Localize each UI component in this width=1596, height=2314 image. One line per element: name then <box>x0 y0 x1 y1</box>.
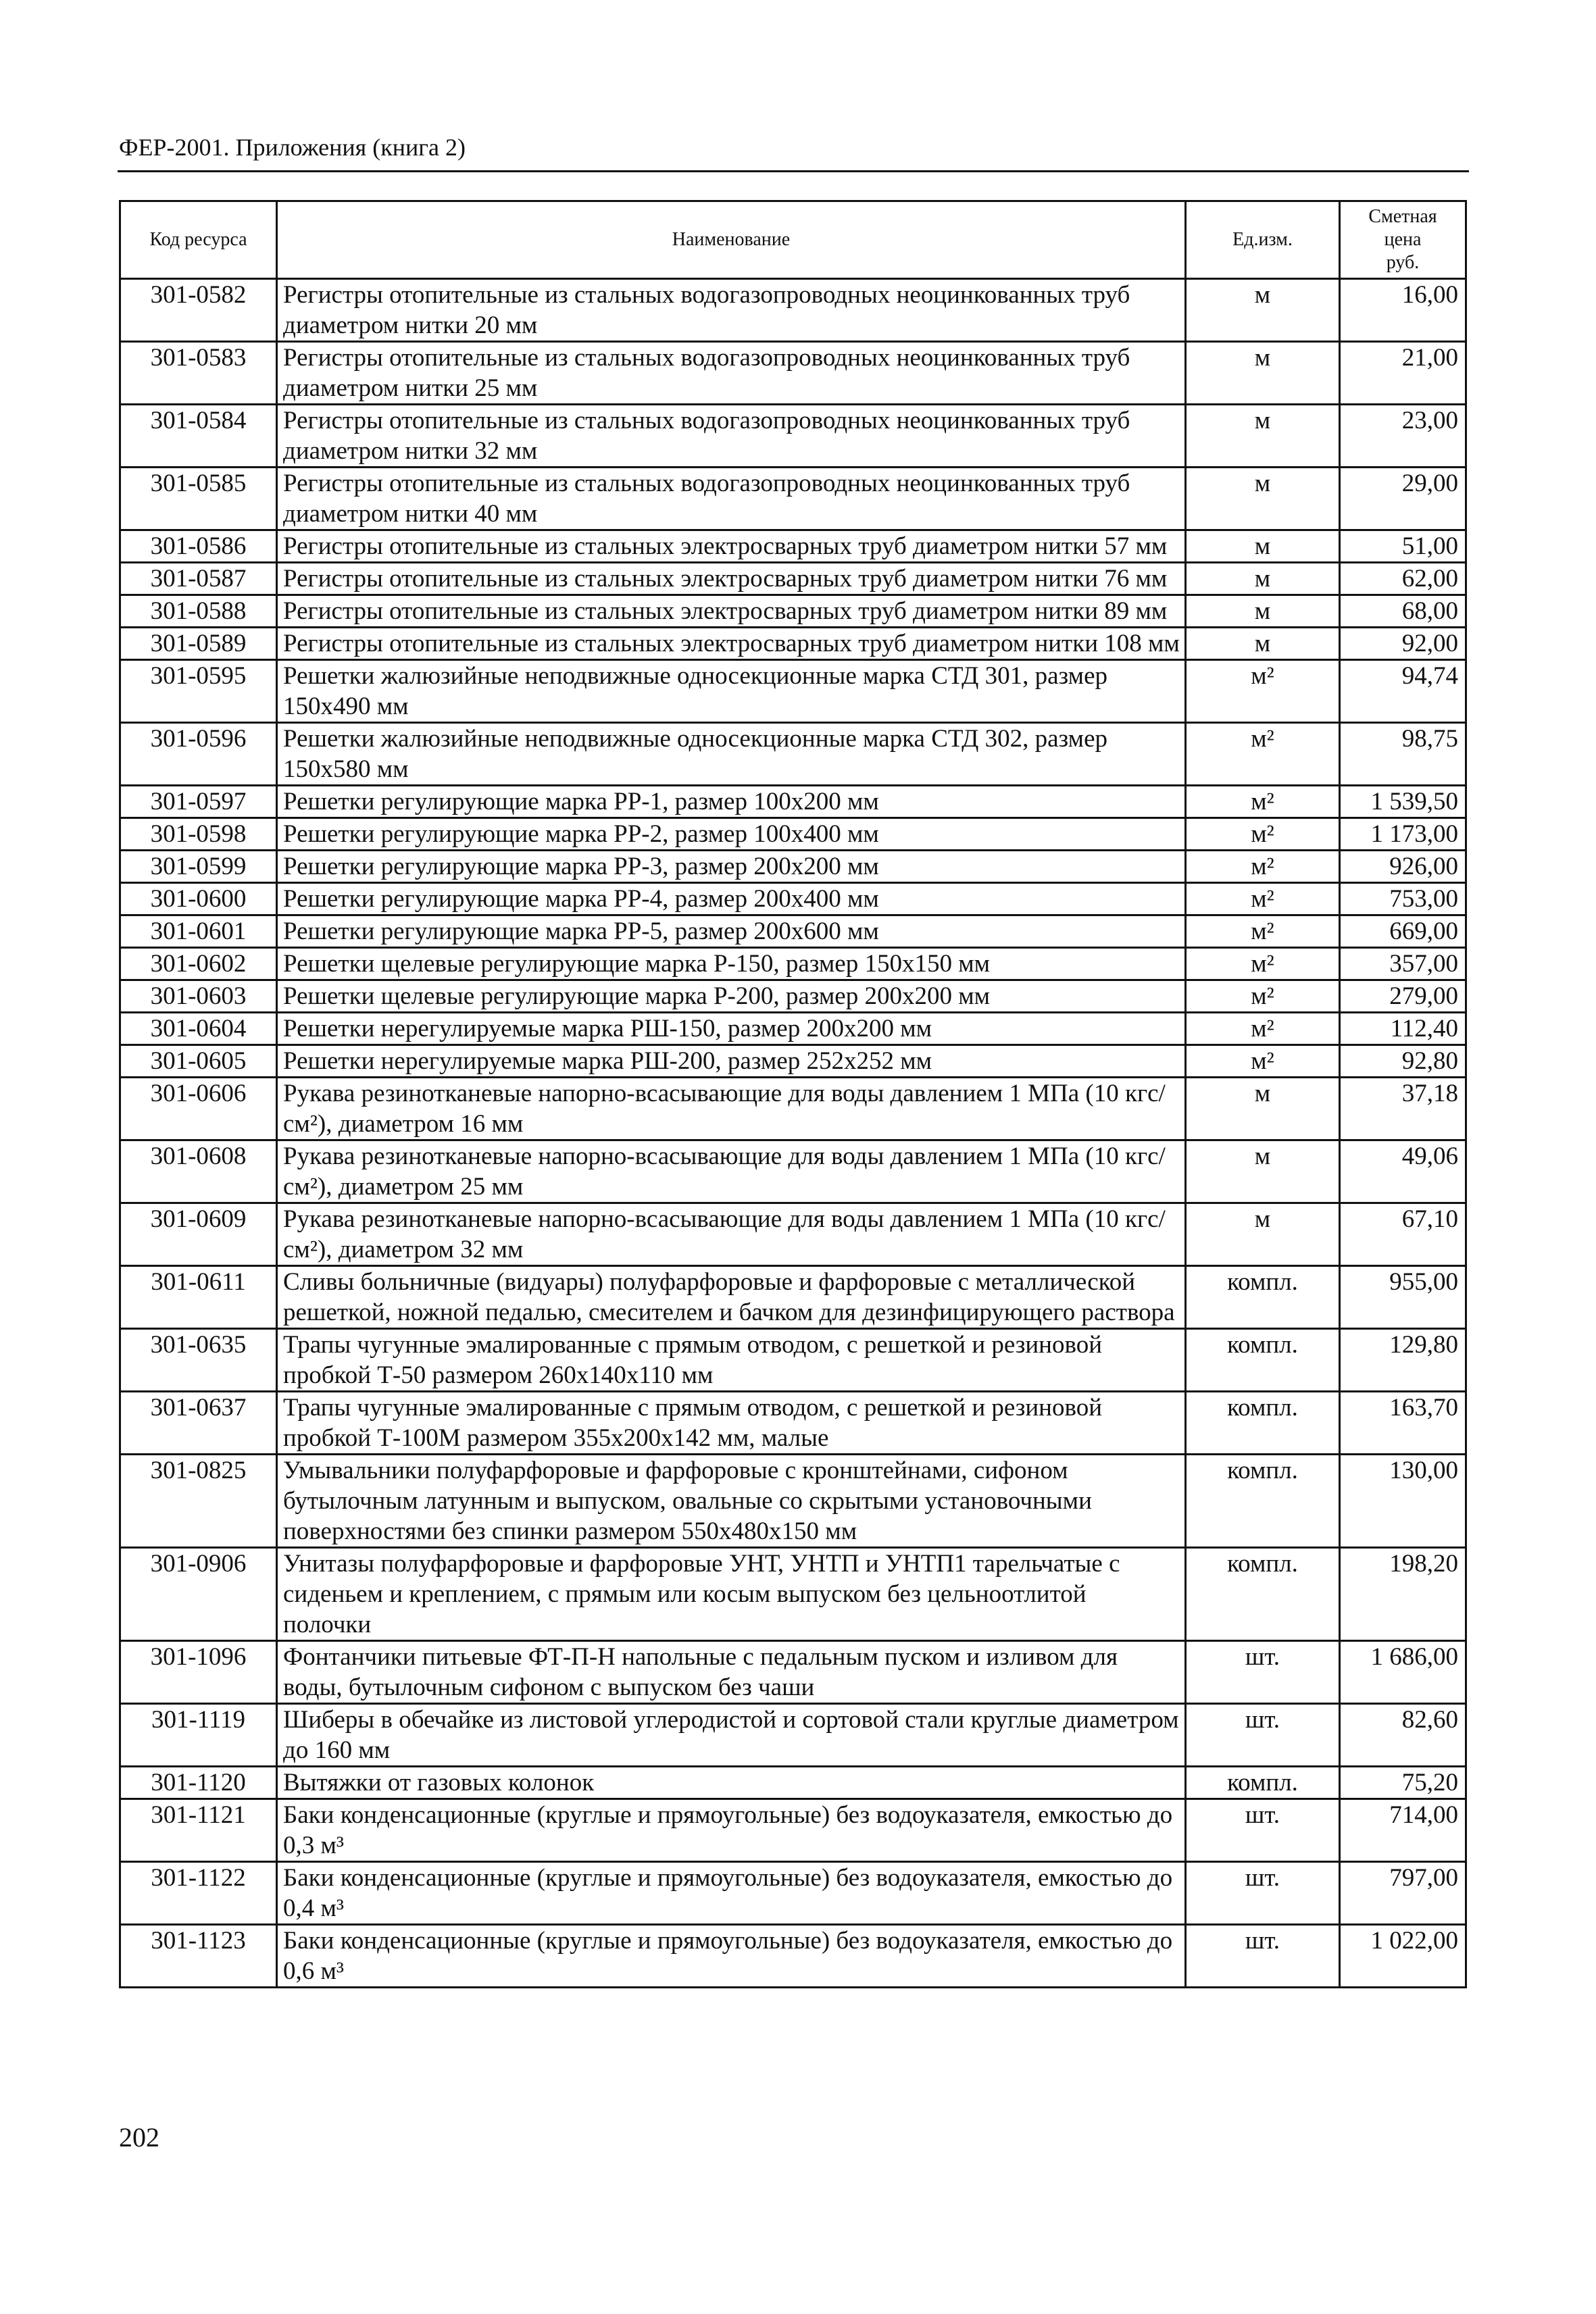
cell-price: 92,00 <box>1340 628 1466 660</box>
cell-unit: компл. <box>1186 1455 1340 1548</box>
table-row <box>120 851 1466 883</box>
table-row <box>120 1266 1466 1329</box>
cell-name: Умывальники полуфарфоровые и фарфоровые с кронштейнами, сифоном бутылочным латунным и выпуском, овальные со скрытыми установочными поверхностями без спинки размером 550х480х150 мм <box>277 1455 1186 1548</box>
cell-price: 16,00 <box>1340 279 1466 342</box>
column-header-price-line2: цена <box>1384 229 1422 250</box>
cell-code: 301-0608 <box>120 1140 277 1203</box>
cell-name: Решетки регулирующие марка РР-3, размер 200х200 мм <box>277 851 1186 883</box>
table-row <box>120 723 1466 786</box>
table-row <box>120 915 1466 948</box>
cell-price: 51,00 <box>1340 530 1466 563</box>
table-row <box>120 468 1466 530</box>
cell-unit: м² <box>1186 948 1340 980</box>
cell-name: Решетки нерегулируемые марка РШ-150, размер 200х200 мм <box>277 1013 1186 1045</box>
cell-unit: компл. <box>1186 1392 1340 1455</box>
cell-name: Трапы чугунные эмалированные с прямым отводом, с решеткой и резиновой пробкой Т-100М размером 355х200х142 мм, малые <box>277 1392 1186 1455</box>
cell-name: Фонтанчики питьевые ФТ-П-Н напольные с педальным пуском и изливом для воды, бутылочным сифоном с выпуском без чаши <box>277 1641 1186 1704</box>
cell-name: Решетки щелевые регулирующие марка Р-150, размер 150х150 мм <box>277 948 1186 980</box>
cell-unit: м² <box>1186 883 1340 915</box>
table-row <box>120 1140 1466 1203</box>
cell-name: Баки конденсационные (круглые и прямоугольные) без водоуказателя, емкостью до 0,4 м³ <box>277 1862 1186 1925</box>
cell-code: 301-0603 <box>120 980 277 1013</box>
cell-unit: м <box>1186 1078 1340 1140</box>
cell-price: 955,00 <box>1340 1266 1466 1329</box>
cell-price: 1 686,00 <box>1340 1641 1466 1704</box>
cell-name: Решетки жалюзийные неподвижные односекционные марка СТД 302, размер 150х580 мм <box>277 723 1186 786</box>
cell-code: 301-0605 <box>120 1045 277 1078</box>
cell-unit: м <box>1186 279 1340 342</box>
cell-unit: шт. <box>1186 1862 1340 1925</box>
cell-unit: м² <box>1186 915 1340 948</box>
cell-name: Регистры отопительные из стальных водогазопроводных неоцинкованных труб диаметром нитки 40 мм <box>277 468 1186 530</box>
table-row <box>120 1045 1466 1078</box>
cell-code: 301-0589 <box>120 628 277 660</box>
cell-price: 98,75 <box>1340 723 1466 786</box>
cell-price: 130,00 <box>1340 1455 1466 1548</box>
cell-price: 198,20 <box>1340 1548 1466 1641</box>
cell-code: 301-0583 <box>120 342 277 405</box>
table-row <box>120 980 1466 1013</box>
cell-name: Баки конденсационные (круглые и прямоугольные) без водоуказателя, емкостью до 0,3 м³ <box>277 1799 1186 1862</box>
cell-name: Регистры отопительные из стальных электросварных труб диаметром нитки 57 мм <box>277 530 1186 563</box>
cell-name: Вытяжки от газовых колонок <box>277 1767 1186 1799</box>
column-header-unit: Ед.изм. <box>1186 201 1340 279</box>
cell-name: Решетки щелевые регулирующие марка Р-200, размер 200х200 мм <box>277 980 1186 1013</box>
cell-code: 301-1123 <box>120 1925 277 1988</box>
cell-unit: м <box>1186 405 1340 468</box>
cell-code: 301-0609 <box>120 1203 277 1266</box>
cell-price: 62,00 <box>1340 563 1466 595</box>
cell-unit: шт. <box>1186 1704 1340 1767</box>
table-row <box>120 1203 1466 1266</box>
resource-price-table <box>119 200 1467 1988</box>
table-row <box>120 530 1466 563</box>
cell-name: Баки конденсационные (круглые и прямоугольные) без водоуказателя, емкостью до 0,6 м³ <box>277 1925 1186 1988</box>
cell-name: Решетки регулирующие марка РР-2, размер 100х400 мм <box>277 818 1186 851</box>
cell-unit: м² <box>1186 1045 1340 1078</box>
cell-unit: шт. <box>1186 1925 1340 1988</box>
cell-price: 29,00 <box>1340 468 1466 530</box>
cell-price: 68,00 <box>1340 595 1466 628</box>
cell-code: 301-0584 <box>120 405 277 468</box>
column-header-price-line1: Сметная <box>1368 206 1437 227</box>
cell-unit: шт. <box>1186 1641 1340 1704</box>
cell-unit: м² <box>1186 660 1340 723</box>
cell-name: Решетки регулирующие марка РР-1, размер 100х200 мм <box>277 786 1186 818</box>
cell-price: 67,10 <box>1340 1203 1466 1266</box>
cell-unit: м² <box>1186 786 1340 818</box>
table-row <box>120 1641 1466 1704</box>
cell-code: 301-0611 <box>120 1266 277 1329</box>
table-row <box>120 1455 1466 1548</box>
cell-name: Решетки жалюзийные неподвижные односекционные марка СТД 301, размер 150х490 мм <box>277 660 1186 723</box>
cell-code: 301-0604 <box>120 1013 277 1045</box>
table-row <box>120 1078 1466 1140</box>
cell-unit: м² <box>1186 980 1340 1013</box>
cell-name: Рукава резинотканевые напорно-всасывающие для воды давлением 1 МПа (10 кгс/см²), диаметром 16 мм <box>277 1078 1186 1140</box>
cell-price: 926,00 <box>1340 851 1466 883</box>
table-body <box>120 279 1466 1988</box>
cell-name: Регистры отопительные из стальных водогазопроводных неоцинкованных труб диаметром нитки 32 мм <box>277 405 1186 468</box>
cell-code: 301-0596 <box>120 723 277 786</box>
cell-unit: компл. <box>1186 1548 1340 1641</box>
table-row <box>120 1013 1466 1045</box>
cell-unit: шт. <box>1186 1799 1340 1862</box>
cell-price: 1 173,00 <box>1340 818 1466 851</box>
cell-price: 92,80 <box>1340 1045 1466 1078</box>
cell-unit: м <box>1186 468 1340 530</box>
cell-name: Решетки регулирующие марка РР-4, размер 200х400 мм <box>277 883 1186 915</box>
cell-unit: м² <box>1186 818 1340 851</box>
cell-name: Регистры отопительные из стальных электросварных труб диаметром нитки 76 мм <box>277 563 1186 595</box>
table-row <box>120 883 1466 915</box>
cell-price: 21,00 <box>1340 342 1466 405</box>
cell-price: 75,20 <box>1340 1767 1466 1799</box>
cell-code: 301-0599 <box>120 851 277 883</box>
cell-name: Рукава резинотканевые напорно-всасывающие для воды давлением 1 МПа (10 кгс/см²), диаметром 32 мм <box>277 1203 1186 1266</box>
cell-code: 301-0637 <box>120 1392 277 1455</box>
cell-price: 23,00 <box>1340 405 1466 468</box>
cell-price: 357,00 <box>1340 948 1466 980</box>
cell-price: 279,00 <box>1340 980 1466 1013</box>
table-header-row <box>120 201 1466 279</box>
table-row <box>120 1548 1466 1641</box>
table-row <box>120 595 1466 628</box>
cell-price: 163,70 <box>1340 1392 1466 1455</box>
table-row <box>120 628 1466 660</box>
cell-price: 669,00 <box>1340 915 1466 948</box>
cell-name: Сливы больничные (видуары) полуфарфоровые и фарфоровые с металлической решеткой, ножной педалью, смесителем и бачком для дезинфицирующего раствора <box>277 1266 1186 1329</box>
cell-unit: компл. <box>1186 1767 1340 1799</box>
cell-unit: м <box>1186 595 1340 628</box>
cell-unit: м <box>1186 628 1340 660</box>
table-row <box>120 786 1466 818</box>
column-header-name: Наименование <box>277 201 1186 279</box>
cell-unit: компл. <box>1186 1329 1340 1392</box>
column-header-price-line3: руб. <box>1386 252 1420 273</box>
cell-name: Унитазы полуфарфоровые и фарфоровые УНТ, УНТП и УНТП1 тарельчатые с сиденьем и креплением, с прямым или косым выпуском без цельноотлитой полочки <box>277 1548 1186 1641</box>
page-header-title: ФЕР-2001. Приложения (книга 2) <box>119 134 466 161</box>
cell-price: 1 022,00 <box>1340 1925 1466 1988</box>
cell-code: 301-1122 <box>120 1862 277 1925</box>
column-header-price <box>1340 201 1466 279</box>
cell-code: 301-1121 <box>120 1799 277 1862</box>
cell-name: Регистры отопительные из стальных водогазопроводных неоцинкованных труб диаметром нитки 20 мм <box>277 279 1186 342</box>
cell-price: 129,80 <box>1340 1329 1466 1392</box>
column-header-code: Код ресурса <box>120 201 277 279</box>
cell-code: 301-0586 <box>120 530 277 563</box>
cell-price: 714,00 <box>1340 1799 1466 1862</box>
table-row <box>120 1925 1466 1988</box>
cell-code: 301-1120 <box>120 1767 277 1799</box>
table-row <box>120 818 1466 851</box>
cell-code: 301-0587 <box>120 563 277 595</box>
cell-price: 753,00 <box>1340 883 1466 915</box>
cell-unit: м <box>1186 342 1340 405</box>
cell-name: Решетки нерегулируемые марка РШ-200, размер 252х252 мм <box>277 1045 1186 1078</box>
cell-code: 301-0602 <box>120 948 277 980</box>
cell-code: 301-0600 <box>120 883 277 915</box>
cell-code: 301-1096 <box>120 1641 277 1704</box>
cell-code: 301-0582 <box>120 279 277 342</box>
cell-unit: компл. <box>1186 1266 1340 1329</box>
table-row <box>120 660 1466 723</box>
table-row <box>120 563 1466 595</box>
cell-code: 301-0595 <box>120 660 277 723</box>
cell-price: 82,60 <box>1340 1704 1466 1767</box>
cell-name: Регистры отопительные из стальных водогазопроводных неоцинкованных труб диаметром нитки 25 мм <box>277 342 1186 405</box>
cell-price: 37,18 <box>1340 1078 1466 1140</box>
table-row <box>120 1704 1466 1767</box>
cell-code: 301-0601 <box>120 915 277 948</box>
cell-unit: м² <box>1186 1013 1340 1045</box>
table-row <box>120 1862 1466 1925</box>
cell-name: Шиберы в обечайке из листовой углеродистой и сортовой стали круглые диаметром до 160 мм <box>277 1704 1186 1767</box>
cell-name: Регистры отопительные из стальных электросварных труб диаметром нитки 108 мм <box>277 628 1186 660</box>
cell-code: 301-0906 <box>120 1548 277 1641</box>
cell-code: 301-0635 <box>120 1329 277 1392</box>
cell-code: 301-0598 <box>120 818 277 851</box>
header-rule <box>118 170 1469 172</box>
table-row <box>120 948 1466 980</box>
cell-code: 301-0588 <box>120 595 277 628</box>
table-row <box>120 342 1466 405</box>
cell-name: Трапы чугунные эмалированные с прямым отводом, с решеткой и резиновой пробкой Т-50 размером 260х140х110 мм <box>277 1329 1186 1392</box>
cell-code: 301-1119 <box>120 1704 277 1767</box>
cell-price: 49,06 <box>1340 1140 1466 1203</box>
table-row <box>120 1392 1466 1455</box>
cell-name: Решетки регулирующие марка РР-5, размер 200х600 мм <box>277 915 1186 948</box>
cell-unit: м <box>1186 1203 1340 1266</box>
cell-code: 301-0597 <box>120 786 277 818</box>
cell-code: 301-0825 <box>120 1455 277 1548</box>
cell-name: Регистры отопительные из стальных электросварных труб диаметром нитки 89 мм <box>277 595 1186 628</box>
cell-unit: м² <box>1186 851 1340 883</box>
table-row <box>120 1329 1466 1392</box>
table-row <box>120 1767 1466 1799</box>
cell-price: 797,00 <box>1340 1862 1466 1925</box>
cell-unit: м <box>1186 1140 1340 1203</box>
cell-unit: м <box>1186 530 1340 563</box>
page-number: 202 <box>119 2122 159 2153</box>
cell-code: 301-0585 <box>120 468 277 530</box>
table-row <box>120 405 1466 468</box>
cell-price: 1 539,50 <box>1340 786 1466 818</box>
table-row <box>120 1799 1466 1862</box>
cell-price: 112,40 <box>1340 1013 1466 1045</box>
cell-price: 94,74 <box>1340 660 1466 723</box>
cell-unit: м <box>1186 563 1340 595</box>
cell-unit: м² <box>1186 723 1340 786</box>
cell-code: 301-0606 <box>120 1078 277 1140</box>
table-row <box>120 279 1466 342</box>
cell-name: Рукава резинотканевые напорно-всасывающие для воды давлением 1 МПа (10 кгс/см²), диаметром 25 мм <box>277 1140 1186 1203</box>
